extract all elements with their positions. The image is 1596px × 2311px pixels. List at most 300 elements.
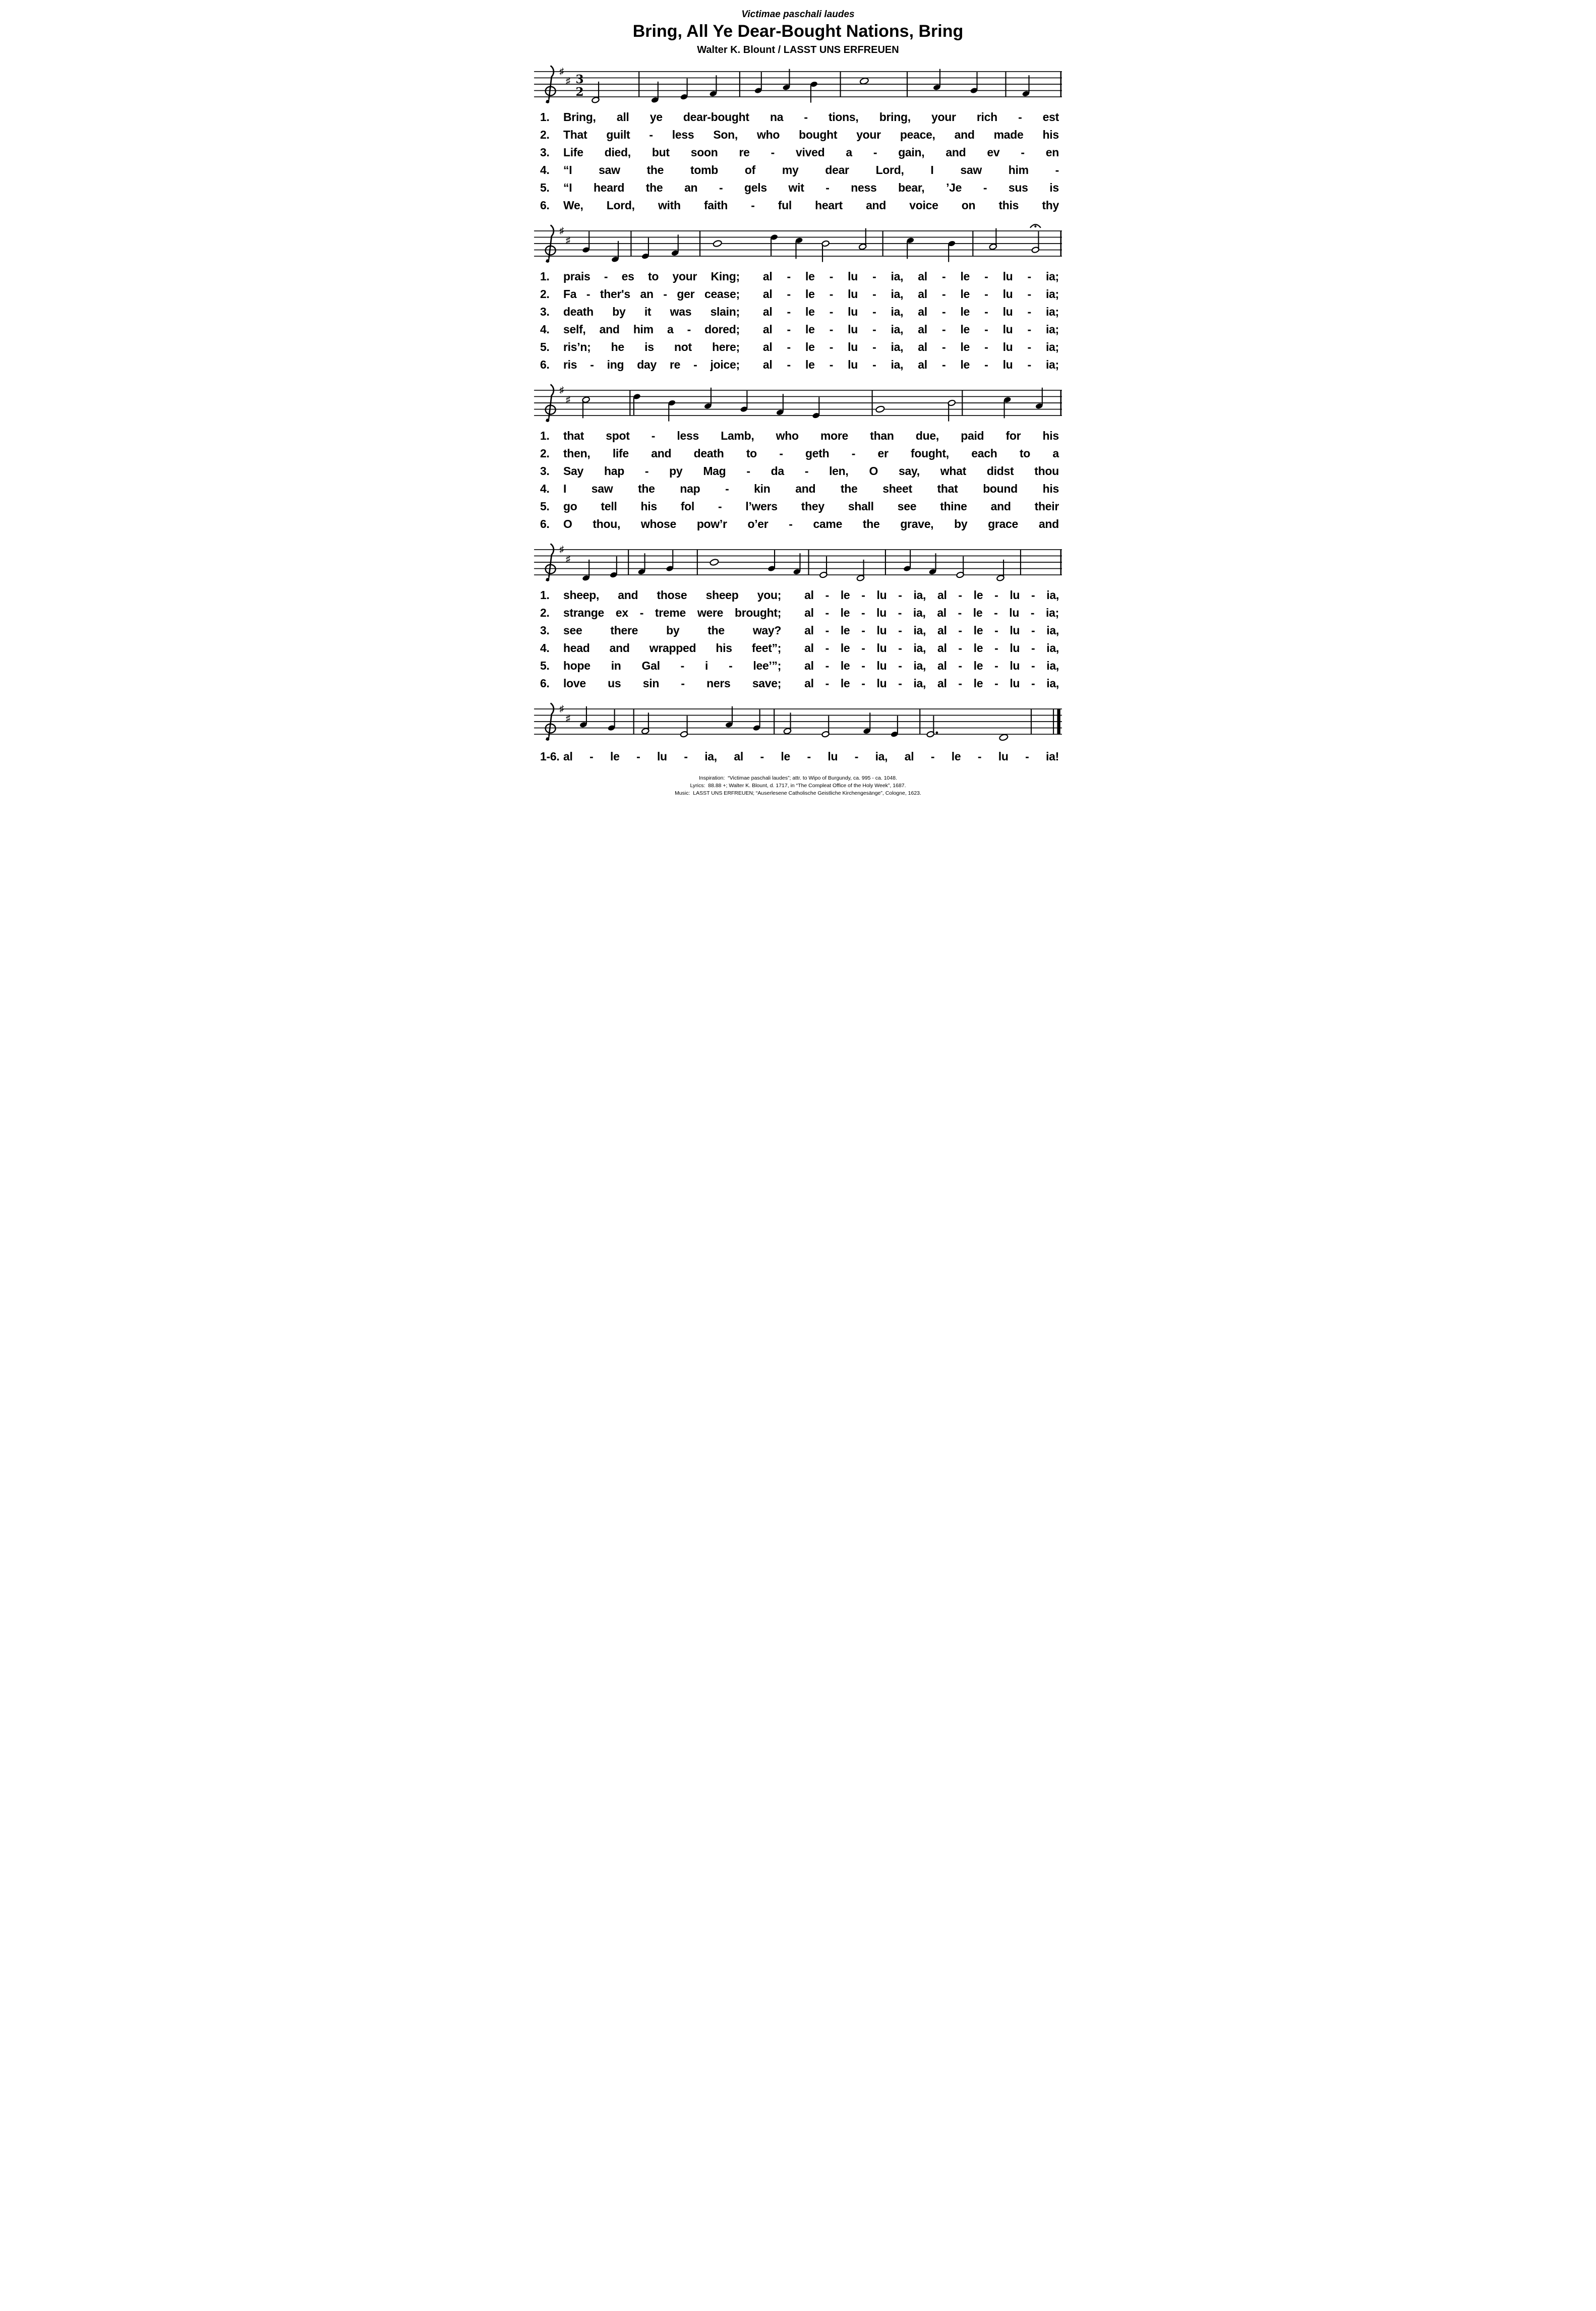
lyric-token: those (657, 588, 687, 602)
lyric-token: Say (563, 464, 584, 478)
lyric-token: lu (827, 750, 838, 763)
lyric-token: - (825, 677, 829, 690)
lyric-token: - (787, 287, 791, 301)
lyric-token: - (804, 464, 809, 478)
lyric-token: lu (1002, 305, 1013, 318)
lyric-token: le (973, 677, 983, 690)
lyric-token: - (872, 323, 876, 336)
verse-block-2 (540, 268, 1059, 374)
note-glyph (680, 716, 688, 738)
lyric-token: a (1052, 447, 1059, 460)
alleluia-words (740, 356, 1059, 374)
note-glyph (633, 393, 641, 415)
lyric-token: strange (563, 606, 604, 619)
lyric-token: and (599, 323, 620, 336)
lyric-token: then, (563, 447, 590, 460)
lyric-token: lu (1009, 606, 1020, 619)
note-glyph (948, 240, 956, 262)
note-glyph (710, 559, 719, 566)
lyric-token: - (861, 624, 865, 637)
lyric-token: ia; (1045, 287, 1059, 301)
verse-number: 2. (540, 128, 550, 141)
verse-number: 5. (540, 340, 550, 353)
lyric-token: and (609, 641, 630, 655)
lyric-token: dear (825, 163, 849, 176)
lyric-token: came (813, 517, 843, 530)
note-glyph (770, 234, 778, 256)
lyric-token: dear-bought (683, 110, 749, 124)
lyric-token: le (973, 588, 983, 602)
lyric-token: le (840, 659, 850, 672)
lyric-token: that (937, 482, 958, 495)
lyric-token: Lord, (875, 163, 904, 176)
lyric-token: - (644, 464, 649, 478)
lyric-token: le (805, 358, 815, 371)
lyric-token: lu (876, 659, 887, 672)
lyric-token: re (739, 146, 750, 159)
lyric-token: na (770, 110, 784, 124)
lyric-token: al (904, 750, 914, 763)
lyric-token: al (804, 641, 814, 655)
verse-block-3 (540, 427, 1059, 533)
lyric-line (540, 179, 1059, 197)
lyric-line (540, 586, 1059, 604)
lyric-token: le (805, 287, 815, 301)
lyric-token: - (586, 287, 590, 301)
sharp-icon: ♯ (566, 713, 571, 723)
lyric-token: al (762, 323, 773, 336)
staff-4-svg (533, 539, 1063, 585)
lyric-token: le (973, 606, 983, 619)
verse-words (563, 285, 740, 303)
lyric-token: ia; (1045, 340, 1059, 353)
lyric-token: - (760, 750, 764, 763)
lyric-token: - (1027, 270, 1031, 283)
lyric-token: “I (563, 181, 572, 194)
lyric-token: bound (983, 482, 1018, 495)
note-glyph (891, 716, 899, 738)
alleluia-words (740, 285, 1059, 303)
lyric-token: le (805, 340, 815, 353)
lyric-token: al (762, 358, 773, 371)
lyric-token: died, (604, 146, 631, 159)
lyric-token: and (795, 482, 816, 495)
lyric-token: - (984, 270, 988, 283)
lyric-token: ia, (1046, 641, 1059, 655)
verse-number: 4. (540, 641, 550, 655)
lyric-token: - (825, 588, 829, 602)
lyric-token: le (805, 305, 815, 318)
lyric-token: day (637, 358, 657, 371)
lyric-token: - (807, 750, 811, 763)
lyric-token: ful (778, 199, 792, 212)
lyric-token: le (781, 750, 790, 763)
lyric-token: - (872, 340, 876, 353)
lyric-token: - (684, 750, 688, 763)
lyric-token: - (589, 750, 594, 763)
lyric-token: feet”; (751, 641, 782, 655)
lyric-token: We, (563, 199, 583, 212)
lyric-token: him (1008, 163, 1029, 176)
lyric-token: faith (703, 199, 728, 212)
lyric-token: - (994, 588, 998, 602)
lyric-token: by (666, 624, 680, 637)
lyric-token: treme (655, 606, 686, 619)
lyric-token: less (677, 429, 699, 442)
lyric-token: le (973, 624, 983, 637)
lyric-token: - (861, 641, 865, 655)
lyric-token: - (663, 287, 667, 301)
lyric-token: lu (876, 606, 886, 619)
lyric-token: - (861, 588, 865, 602)
lyric-token: le (960, 340, 970, 353)
lyric-token: - (829, 358, 834, 371)
note-glyph (582, 396, 590, 418)
note-glyph (740, 391, 748, 412)
lyric-token: - (1031, 677, 1035, 690)
note-glyph (709, 75, 717, 97)
lyric-token: - (1027, 340, 1031, 353)
lyric-token: ia, (1046, 624, 1059, 637)
lyric-token: - (1027, 287, 1031, 301)
lyric-token: your (856, 128, 881, 141)
lyric-token: death (563, 305, 594, 318)
lyric-token: who (776, 429, 799, 442)
lyric-token: - (1021, 146, 1025, 159)
verse-words (563, 179, 1059, 197)
lyric-token: saw (960, 163, 982, 176)
lyric-token: - (898, 659, 902, 672)
lyric-token: le (960, 323, 970, 336)
byline: Walter K. Blount / LASST UNS ERFREUEN (697, 44, 899, 55)
lyric-token: lu (848, 287, 858, 301)
lyric-token: him (633, 323, 654, 336)
lyric-token: Bring, (563, 110, 596, 124)
lyric-token: lu (848, 340, 858, 353)
lyric-token: - (746, 464, 750, 478)
lyric-token: al (918, 287, 927, 301)
lyric-token: al (762, 270, 773, 283)
lyric-line (540, 338, 1059, 356)
lyric-token: ing (607, 358, 624, 371)
lyric-token: - (787, 340, 791, 353)
lyric-token: - (958, 588, 962, 602)
lyric-token: - (861, 677, 865, 690)
note-glyph (1022, 75, 1030, 97)
lyric-token: saw (599, 163, 620, 176)
lyric-token: thine (940, 500, 967, 513)
note-glyph (948, 399, 956, 421)
verse-words (563, 427, 1059, 445)
lyric-token: I (930, 163, 934, 176)
score (532, 61, 1064, 765)
lyric-token: o’er (747, 517, 769, 530)
lyric-token: ia, (1046, 659, 1059, 672)
lyric-token: thou, (593, 517, 621, 530)
lyric-token: ia, (1046, 588, 1059, 602)
lyric-token: his (1042, 429, 1059, 442)
verse-words (563, 303, 740, 321)
lyric-token: - (718, 500, 722, 513)
lyric-token: - (984, 287, 988, 301)
lyric-token: lu (1002, 270, 1013, 283)
note-glyph (582, 560, 590, 581)
lyric-token: lu (1002, 340, 1013, 353)
lyric-token: ia, (913, 659, 926, 672)
lyric-token: - (941, 270, 946, 283)
note-glyph (956, 557, 964, 578)
hymn-sheet (532, 0, 1064, 804)
lyric-token: Life (563, 146, 583, 159)
verse-words (563, 604, 781, 622)
lyric-token: al (804, 588, 814, 602)
lyric-token: is (644, 340, 654, 353)
staff-row-2 (533, 220, 1063, 267)
note-glyph (637, 553, 645, 575)
lyric-token: tomb (690, 163, 719, 176)
lyric-token: made (993, 128, 1024, 141)
lyric-token: bring, (879, 110, 911, 124)
lyric-token: and (954, 128, 975, 141)
lyric-token: lu (876, 641, 887, 655)
lyric-token: le (960, 270, 970, 283)
verse-number: 1. (540, 270, 550, 283)
lyric-token: - (825, 659, 829, 672)
alleluia-words (781, 604, 1059, 622)
lyric-token: al (762, 305, 773, 318)
lyric-token: whose (640, 517, 676, 530)
lyric-token: self, (563, 323, 586, 336)
lyric-token: - (941, 323, 946, 336)
lyric-token: al (804, 624, 814, 637)
lyric-token: - (872, 287, 876, 301)
lyric-token: he (611, 340, 624, 353)
lyric-token: the (707, 624, 725, 637)
note-glyph (859, 228, 867, 250)
verse-words (563, 338, 740, 356)
lyric-line (540, 356, 1059, 374)
lyric-token: - (958, 659, 962, 672)
lyric-token: dored; (704, 323, 740, 336)
lyric-token: - (994, 677, 998, 690)
lyric-token: - (1031, 624, 1035, 637)
lyric-token: ia, (913, 641, 926, 655)
lyric-token: - (751, 199, 755, 212)
lyric-token: sheep (705, 588, 739, 602)
lyric-token: - (983, 181, 987, 194)
lyric-token: pow’r (696, 517, 727, 530)
verse-number: 1. (540, 588, 550, 602)
lyric-token: - (825, 641, 829, 655)
lyric-token: lu (657, 750, 667, 763)
lyric-token: go (563, 500, 577, 513)
inspiration-title: Victimae paschali laudes (741, 9, 855, 20)
svg-text:3: 3 (575, 72, 584, 86)
verse-words (563, 480, 1059, 498)
lyric-token: - (941, 340, 946, 353)
lyric-token: wit (788, 181, 804, 194)
lyric-token: ia; (1045, 358, 1059, 371)
note-glyph (713, 240, 722, 248)
lyric-token: joice; (710, 358, 740, 371)
staff-5-svg (533, 698, 1063, 745)
lyric-token: by (954, 517, 968, 530)
lyric-token: al (918, 340, 927, 353)
verse-words (563, 144, 1059, 161)
alleluia-words (740, 268, 1059, 285)
lyric-line (540, 675, 1059, 692)
note-glyph (752, 709, 760, 731)
lyric-token: wrapped (649, 641, 696, 655)
lyric-token: tions, (828, 110, 859, 124)
lyric-token: - (984, 340, 988, 353)
verse-number: 4. (540, 482, 550, 495)
lyric-token: al (918, 358, 927, 371)
lyric-token: en (1045, 146, 1059, 159)
lyric-token: ia, (913, 606, 926, 619)
lyric-token: and (866, 199, 886, 212)
lyric-token: al (918, 305, 927, 318)
note-glyph (704, 388, 712, 409)
header (532, 9, 1064, 56)
lyric-token: Lord, (606, 199, 635, 212)
lyric-token: death (693, 447, 724, 460)
lyric-token: to (648, 270, 659, 283)
lyric-token: le (973, 641, 983, 655)
lyric-token: - (977, 750, 982, 763)
lyric-token: heard (593, 181, 625, 194)
note-glyph (970, 72, 978, 94)
lyric-token: - (898, 606, 902, 619)
lyric-token: - (771, 146, 775, 159)
lyric-token: thy (1042, 199, 1059, 212)
lyric-token: ger (677, 287, 695, 301)
lyric-token: - (861, 659, 865, 672)
lyric-token: didst (986, 464, 1014, 478)
lyric-token: who (756, 128, 780, 141)
lyric-token: his (1042, 128, 1059, 141)
verse-words (563, 356, 740, 374)
note-glyph (582, 231, 590, 253)
lyric-token: - (1031, 588, 1035, 602)
note-glyph (611, 241, 619, 263)
note-glyph (666, 550, 674, 572)
lyric-token: - (1055, 163, 1059, 176)
verse-words (563, 108, 1059, 126)
lyric-token: le (840, 677, 850, 690)
lyric-token: ners (706, 677, 731, 690)
lyric-token: and (1038, 517, 1059, 530)
lyric-token: - (872, 270, 876, 283)
lyric-token: le (840, 588, 850, 602)
alleluia-words (781, 639, 1059, 657)
lyric-token: re (669, 358, 681, 371)
verse-number: 5. (540, 500, 550, 513)
svg-text:2: 2 (575, 85, 584, 99)
lyric-token: my (782, 163, 799, 176)
lyric-token: - (829, 323, 834, 336)
note-glyph (725, 706, 733, 728)
lyric-line (540, 427, 1059, 445)
lyric-token: in (611, 659, 621, 672)
lyric-token: ia; (1045, 270, 1059, 283)
lyric-token: lu (848, 323, 858, 336)
lyric-token: - (787, 358, 791, 371)
lyric-token: gain, (898, 146, 925, 159)
lyric-token: thou (1034, 464, 1059, 478)
staff-1-svg (533, 61, 1063, 107)
lyric-token: - (873, 146, 877, 159)
lyric-token: sheet (882, 482, 912, 495)
note-glyph (1003, 396, 1012, 418)
lyric-token: ex (615, 606, 628, 619)
verse-words (563, 445, 1059, 462)
lyric-token: ia, (891, 358, 904, 371)
lyric-token: - (941, 358, 946, 371)
lyric-token: King; (711, 270, 740, 283)
lyric-token: I (563, 482, 567, 495)
alleluia-words (740, 338, 1059, 356)
page-title: Bring, All Ye Dear-Bought Nations, Bring (632, 22, 964, 41)
lyric-token: cease; (704, 287, 740, 301)
lyric-token: - (725, 482, 729, 495)
lyric-token: le (960, 358, 970, 371)
lyric-token: ia, (875, 750, 888, 763)
staff-3-svg (533, 380, 1063, 426)
lyric-token: his (716, 641, 732, 655)
lyric-line (540, 161, 1059, 179)
lyric-token: - (680, 659, 685, 672)
lyric-token: of (744, 163, 755, 176)
lyric-token: lu (876, 624, 887, 637)
lyric-token: ris’n; (563, 340, 591, 353)
lyric-token: - (1031, 641, 1035, 655)
verse-number: 3. (540, 146, 550, 159)
sharp-icon: ♯ (559, 703, 564, 714)
lyric-token: - (829, 340, 834, 353)
lyric-token: O (869, 464, 878, 478)
lyric-line (540, 197, 1059, 214)
credit-inspiration: Inspiration: “Victimae paschali laudes”; attr. to Wipo of Burgundy, ca. 995 - ca. 1048. (699, 775, 897, 781)
lyric-token: al (804, 606, 814, 619)
credit-music: Music: LASST UNS ERFREUEN; “Auserlesene Catholische Geistliche Kirchengesänge”, Cologne, 1623. (675, 790, 921, 796)
lyric-token: lu (876, 588, 887, 602)
lyric-token: al (918, 323, 927, 336)
lyric-line (540, 498, 1059, 515)
lyric-token: That (563, 128, 587, 141)
lyric-token: to (1019, 447, 1030, 460)
lyric-token: da (771, 464, 784, 478)
verse-words (563, 586, 781, 604)
verse-words (563, 197, 1059, 214)
alleluia-words (740, 303, 1059, 321)
lyric-token: for (1006, 429, 1021, 442)
lyric-token: - (1030, 606, 1035, 619)
note-glyph (819, 557, 827, 578)
lyric-token: his (1042, 482, 1059, 495)
lyric-token: kin (754, 482, 771, 495)
lyric-token: it (644, 305, 652, 318)
lyric-token: lee’”; (753, 659, 782, 672)
verse-words (563, 321, 740, 338)
note-glyph (782, 69, 790, 91)
lyric-token: on (961, 199, 976, 212)
lyric-token: guilt (606, 128, 630, 141)
lyric-token: that (563, 429, 584, 442)
lyric-token: and (651, 447, 672, 460)
lyric-token: us (608, 677, 621, 690)
verse-number: 6. (540, 358, 550, 371)
